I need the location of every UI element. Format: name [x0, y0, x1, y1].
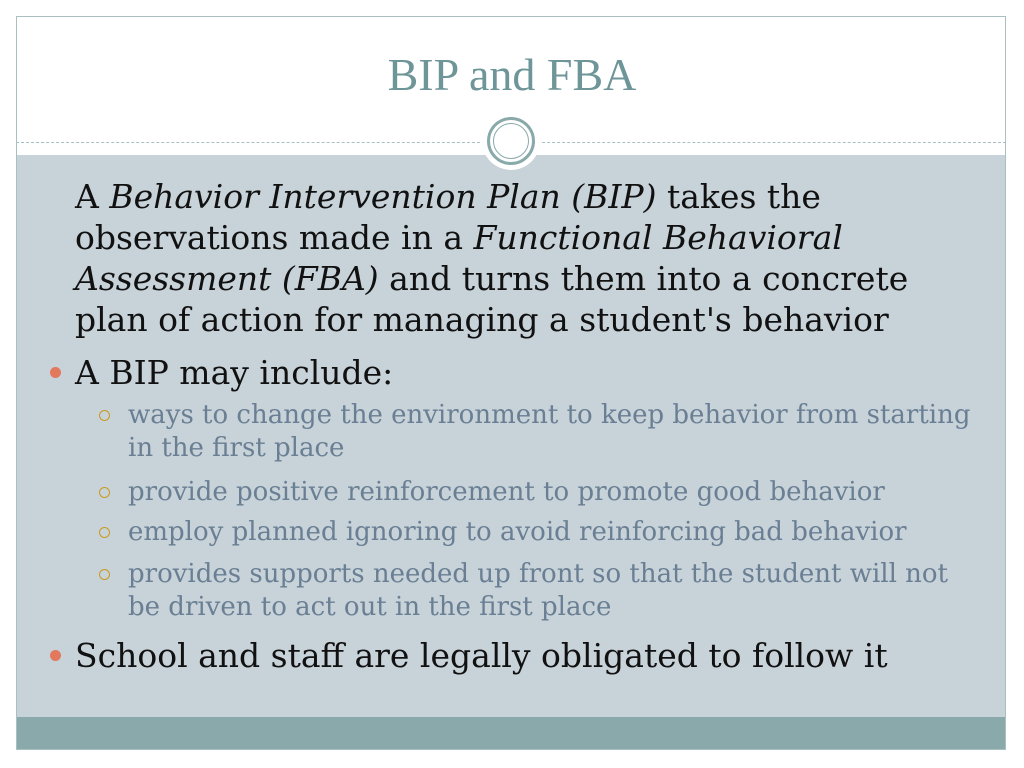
intro-paragraph — [75, 176, 975, 340]
sub-bullet-ring-icon — [99, 410, 110, 421]
intro-term-fba: Functional Behavioral Assessment (FBA) — [75, 218, 843, 298]
sub-bullet-item: provide positive reinforcement to promote good behavior — [128, 477, 885, 507]
slide-title: BIP and FBA — [387, 49, 637, 100]
intro-term-bip: Behavior Intervention Plan (BIP) — [109, 177, 657, 216]
intro-text-2: and turns them into a concrete plan of action for managing a student's behavior — [75, 259, 909, 339]
sub-bullet-item: ways to change the environment to keep behavior from starting in the first place — [128, 400, 971, 463]
bullet-item: A BIP may include: — [75, 353, 394, 392]
intro-word-a: A — [75, 177, 110, 216]
sub-bullet-ring-icon — [99, 527, 110, 538]
intro-text-1: takes the observations made in a — [75, 177, 821, 257]
bullet-dot-icon — [50, 650, 61, 661]
bullet-item: School and staff are legally obligated to follow it — [75, 636, 888, 675]
sub-bullet-ring-icon — [99, 487, 110, 498]
sub-bullet-ring-icon — [99, 569, 110, 580]
sub-bullet-item: employ planned ignoring to avoid reinforcing bad behavior — [128, 517, 907, 547]
sub-bullet-item: provides supports needed up front so that the student will not be driven to act out in the first place — [128, 559, 949, 622]
bullet-dot-icon — [50, 367, 61, 378]
